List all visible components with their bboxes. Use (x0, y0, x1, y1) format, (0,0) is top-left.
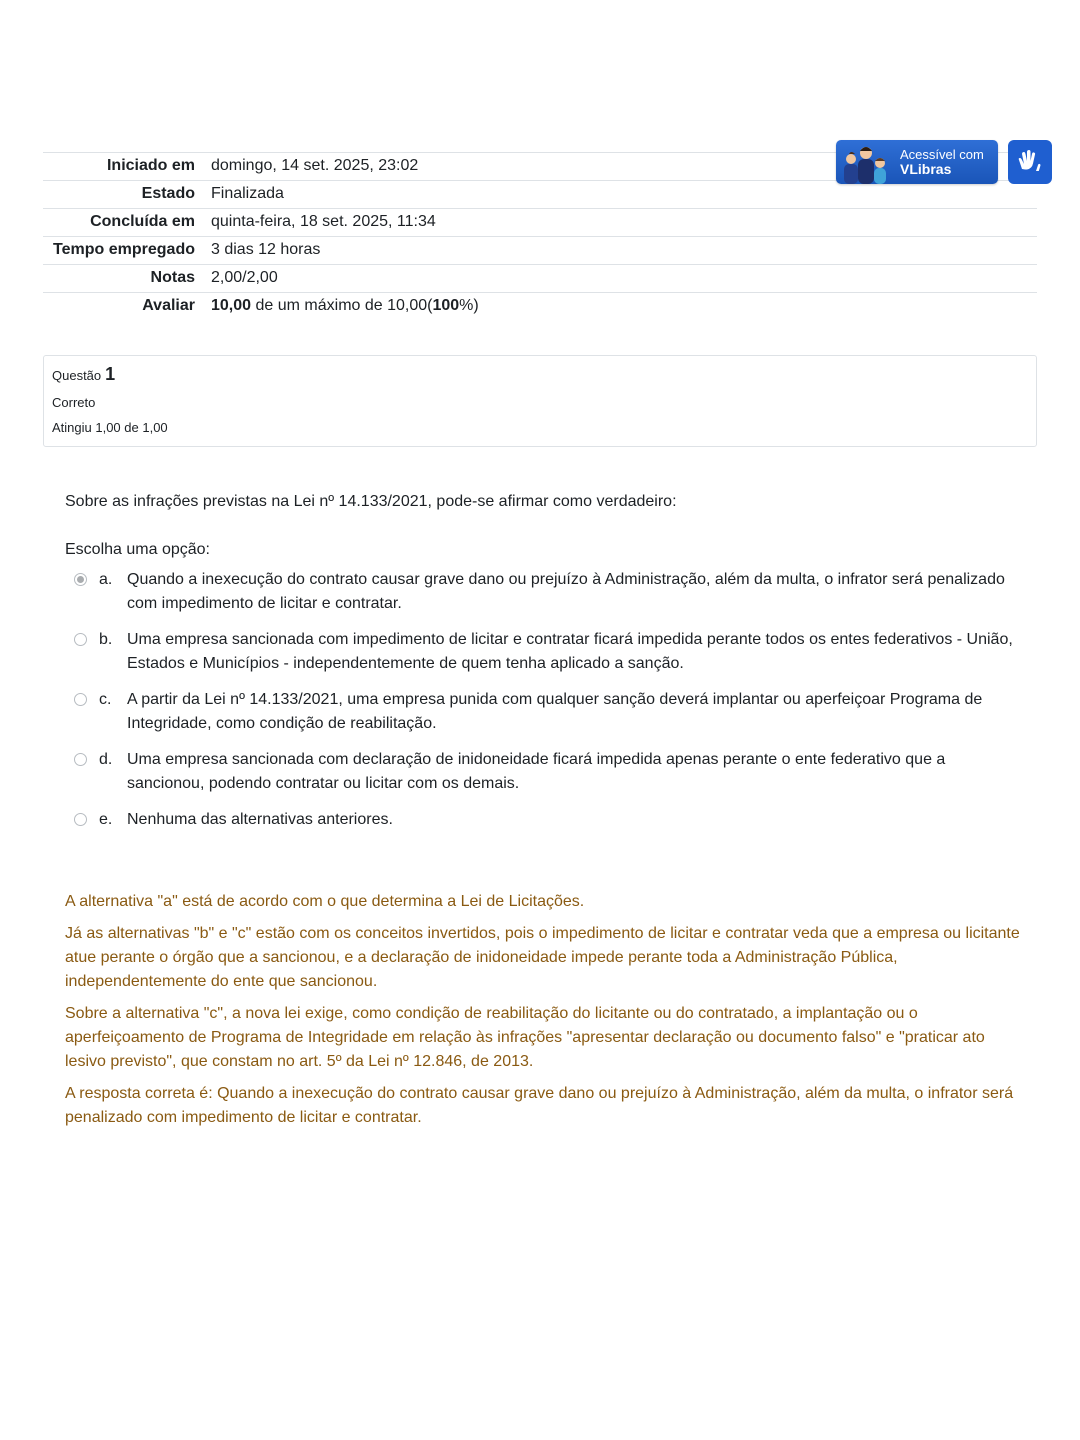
vlibras-line2: VLibras (900, 161, 952, 177)
question-info-box (43, 355, 1037, 447)
answer-options (65, 568, 1015, 832)
summary-value: 3 dias 12 horas (211, 241, 321, 258)
summary-value: Finalizada (211, 185, 284, 202)
answer-option-c[interactable] (65, 688, 1015, 736)
answer-feedback (65, 890, 1020, 1138)
option-text: Uma empresa sancionada com impedimento de licitar e contratar ficará impedida perante todos os entes federativos - União, Estados e Municípios - independentemente de quem tenha aplicado a sanção. (127, 631, 1013, 672)
feedback-paragraph: A alternativa "a" está de acordo com o que determina a Lei de Licitações. (65, 893, 585, 910)
question-score: Atingiu 1,00 de 1,00 (52, 420, 168, 435)
answer-option-d[interactable] (65, 748, 1015, 796)
summary-value (195, 293, 1037, 320)
feedback-paragraph: Sobre a alternativa "c", a nova lei exige, como condição de reabilitação do licitante ou do contratado, a implantação ou o aperfeiçoamento de Programa de Integridade em relação às infrações "apresentar declaração ou documento falso" e "praticar ato lesivo previsto", que constam no art. 5º da Lei nº 12.846, de 2013. (65, 1005, 985, 1070)
answer-option-a[interactable] (65, 568, 1015, 616)
summary-value: domingo, 14 set. 2025, 23:02 (211, 157, 419, 174)
sign-language-button[interactable] (1008, 140, 1052, 184)
vlibras-line1: Acessível com (900, 147, 984, 162)
option-letter: b. (99, 631, 113, 648)
summary-row-grade (43, 292, 1037, 320)
answer-option-e[interactable] (65, 808, 1015, 832)
radio-button[interactable] (74, 633, 87, 646)
radio-button[interactable] (74, 693, 87, 706)
summary-row-state (43, 180, 1037, 208)
summary-row-time-taken (43, 236, 1037, 264)
vlibras-avatars-icon (836, 140, 894, 184)
radio-button[interactable] (74, 813, 87, 826)
option-letter: a. (99, 571, 113, 588)
feedback-paragraph: Já as alternativas "b" e "c" estão com os conceitos invertidos, pois o impedimento de licitar e contratar veda que a empresa ou licitante atue perante o órgão que a sancionou, e a declaração de inidoneidade impede perante toda a Administração Pública, independentemente do ente que sancionou. (65, 925, 1020, 990)
option-letter: e. (99, 811, 113, 828)
summary-label: Notas (150, 269, 195, 286)
summary-label: Iniciado em (106, 157, 195, 174)
vlibras-badge[interactable] (836, 140, 998, 184)
grade-suffix: %) (459, 297, 479, 314)
question-number (52, 364, 1028, 385)
correct-answer-text: A resposta correta é: Quando a inexecução do contrato causar grave dano ou prejuízo à Administração, além da multa, o infrator será penalizado com impedimento de licitar e contratar. (65, 1085, 1014, 1126)
summary-label: Concluída em (90, 213, 195, 230)
sign-language-hands-icon (1016, 149, 1044, 175)
summary-label: Tempo empregado (53, 241, 195, 258)
option-letter: c. (99, 691, 112, 708)
answer-prompt: Escolha uma opção: (65, 541, 210, 558)
option-text: Nenhuma das alternativas anteriores. (127, 811, 393, 828)
summary-row-completed (43, 208, 1037, 236)
question-number-value: 1 (105, 364, 116, 384)
option-text: Quando a inexecução do contrato causar grave dano ou prejuízo à Administração, além da multa, o infrator será penalizado com impedimento de licitar e contratar. (127, 571, 1005, 612)
grade-percent: 100 (432, 297, 460, 314)
option-text: Uma empresa sancionada com declaração de inidoneidade ficará impedida apenas perante o ente federativo que a sancionou, podendo contratar ou licitar com os demais. (127, 751, 946, 792)
question-prefix: Questão (52, 368, 102, 383)
question-content (65, 490, 1015, 844)
summary-label: Estado (141, 185, 195, 202)
summary-label: Avaliar (142, 297, 195, 314)
radio-button-selected[interactable] (74, 573, 87, 586)
answer-option-b[interactable] (65, 628, 1015, 676)
question-text: Sobre as infrações previstas na Lei nº 14.133/2021, pode-se afirmar como verdadeiro: (65, 493, 677, 510)
summary-value: quinta-feira, 18 set. 2025, 11:34 (211, 213, 436, 230)
grade-max-text: de um máximo de 10,00( (251, 297, 433, 314)
option-letter: d. (99, 751, 113, 768)
question-status: Correto (52, 395, 96, 410)
summary-value: 2,00/2,00 (211, 269, 278, 286)
option-text: A partir da Lei nº 14.133/2021, uma empresa punida com qualquer sanção deverá implantar ou aperfeiçoar Programa de Integridade, como condição de reabilitação. (127, 691, 983, 732)
radio-button[interactable] (74, 753, 87, 766)
summary-row-marks (43, 264, 1037, 292)
grade-value: 10,00 (211, 297, 252, 314)
